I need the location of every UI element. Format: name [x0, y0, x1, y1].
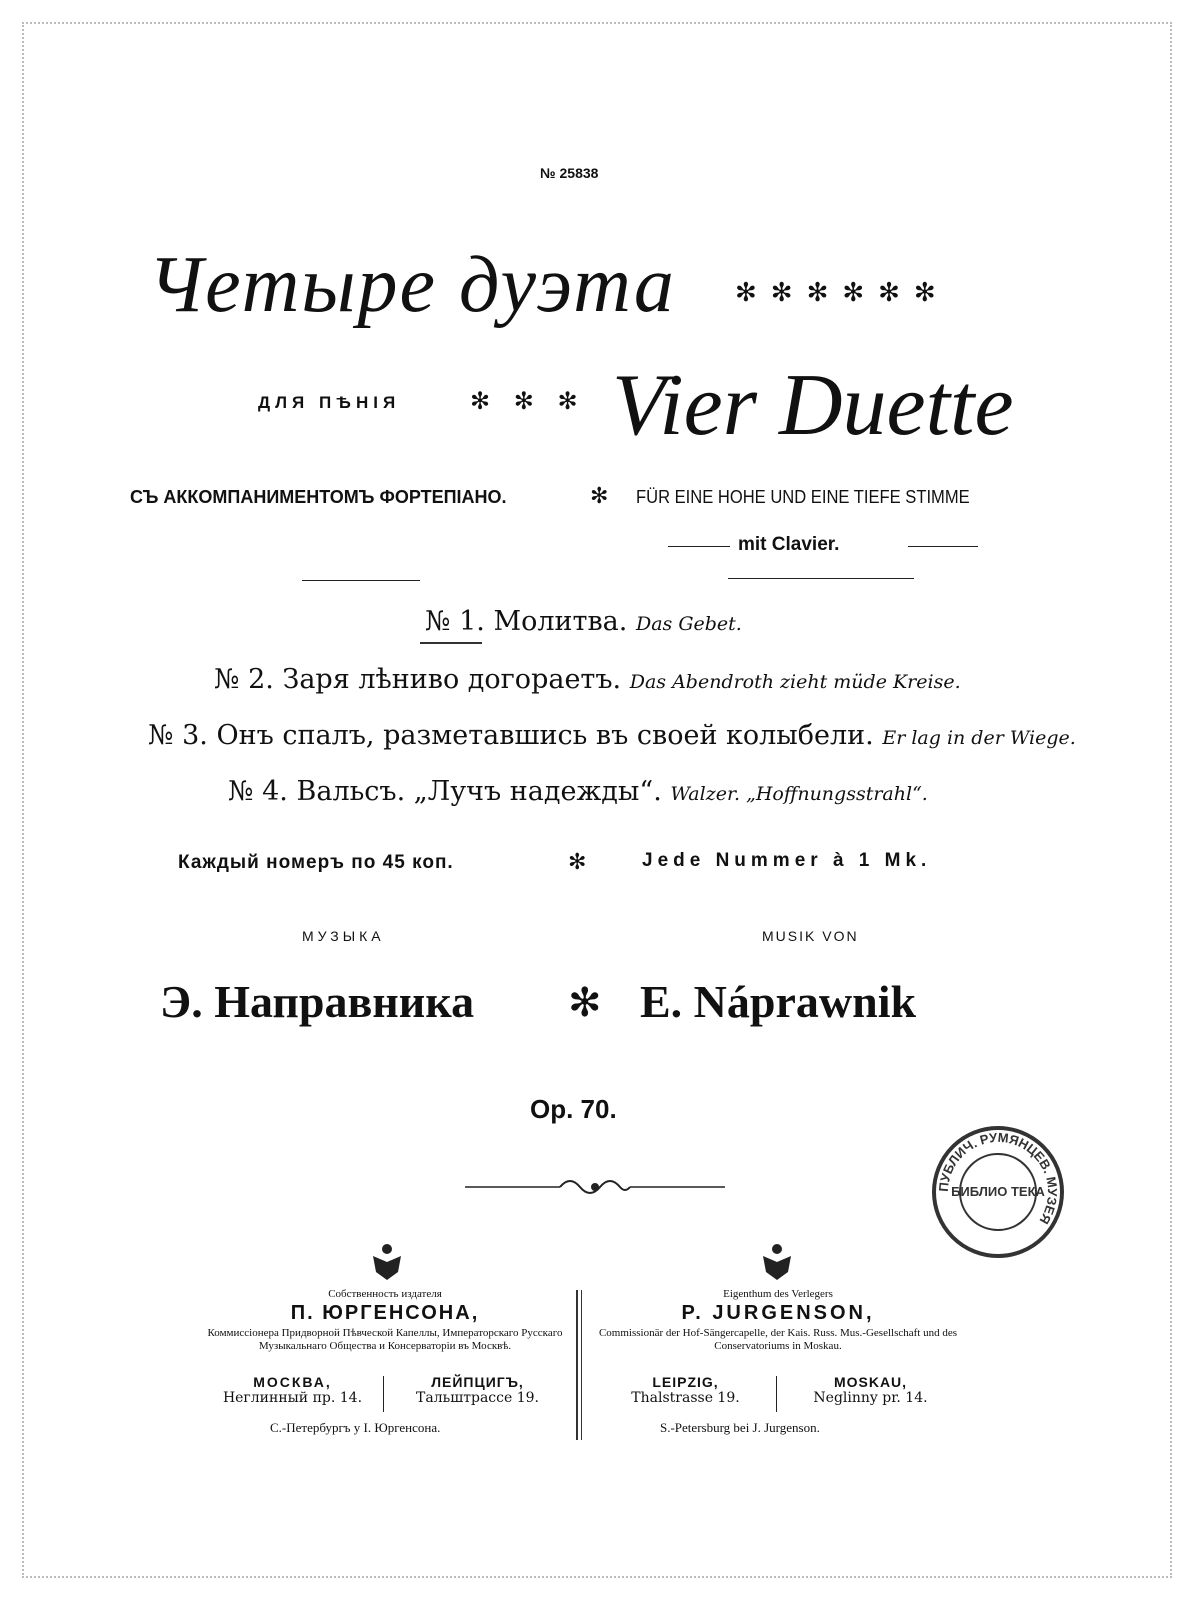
title-russian: Четыре дуэта: [148, 241, 676, 329]
price-russian: Каждый номеръ по 45 коп.: [178, 852, 454, 873]
with-piano-label: mit Clavier.: [738, 534, 840, 555]
accompaniment-russian: СЪ АККОМПАНИМЕНТОМЪ ФОРТЕПІАНО.: [130, 487, 507, 507]
piece-1: [425, 606, 742, 637]
publisher-german: [598, 1288, 958, 1353]
music-by-german: MUSIK VON: [762, 928, 859, 944]
publisher-name: P. JURGENSON,: [681, 1302, 875, 1324]
city-moscow: MOSKAU,: [833, 1374, 908, 1390]
piece-3: [148, 720, 1076, 751]
piece-title-ru: Онъ спалъ, разметавшись въ своей колыбели.: [216, 720, 874, 751]
library-stamp: [928, 1122, 1068, 1262]
stars-row: ✻✻✻✻✻✻: [735, 278, 950, 308]
price-german: Jede Nummer à 1 Mk.: [642, 850, 932, 871]
piece-number: № 4.: [228, 776, 288, 807]
piece-title-de: Das Abendroth zieht müde Kreise.: [629, 671, 961, 693]
pencil-underline: [420, 642, 482, 644]
city-moscow: МОСКВА,: [253, 1374, 332, 1390]
piece-number: № 3.: [148, 720, 208, 751]
piece-title-de: Walzer. „Hoffnungsstrahl“.: [670, 783, 928, 805]
rule: [908, 546, 978, 547]
stamp-center-text: БИБЛИО ТЕКА: [951, 1184, 1045, 1199]
address-moscow: Неглинный пр. 14.: [222, 1390, 363, 1406]
address-leipzig: Thalstrasse 19.: [631, 1390, 740, 1406]
eagle-emblem-icon: [760, 1242, 794, 1282]
city-leipzig: LEIPZIG,: [652, 1374, 719, 1390]
piece-title-ru: Молитва.: [493, 606, 628, 637]
catalog-number: № 25838: [540, 165, 599, 181]
publisher-description: Коммиссіонера Придворной Пѣвческой Капеллы, Императорскаго Русскаго Музыкальнаго Общества и Консерваторіи въ Москвѣ.: [207, 1327, 563, 1352]
st-petersburg-ru: С.-Петербургъ у I. Юргенсона.: [270, 1420, 441, 1435]
voices-german: FÜR EINE HOHE UND EINE TIEFE STIMME: [636, 487, 970, 507]
piece-title-ru: Вальсъ. „Лучъ надежды“.: [296, 776, 662, 807]
composer-russian: Э. Направника: [160, 976, 475, 1027]
publisher-russian: [205, 1288, 565, 1353]
ornament-divider: ✻: [568, 980, 602, 1026]
stars-small: ✻ ✻ ✻: [470, 387, 586, 415]
for-singing-label: ДЛЯ ПѢНІЯ: [258, 393, 401, 412]
city-leipzig: ЛЕЙПЦИГЪ,: [431, 1374, 524, 1390]
publisher-description: Commissionär der Hof-Sängercapelle, der Kais. Russ. Mus.-Gesellschaft und des Conservatoriums in Moskau.: [598, 1327, 958, 1352]
piece-number: № 1.: [425, 606, 485, 637]
piece-title-de: Er lag in der Wiege.: [882, 727, 1076, 749]
piece-2: [214, 664, 961, 695]
publisher-name: П. ЮРГЕНСОНА,: [290, 1302, 480, 1324]
piece-title-ru: Заря лѣниво догораетъ.: [282, 664, 622, 695]
separator-star: ✻: [568, 850, 587, 875]
piece-4: [228, 776, 928, 807]
composer-german: E. Náprawnik: [640, 976, 917, 1027]
property-label: Собственность издателя: [328, 1288, 442, 1300]
column-divider: [576, 1290, 582, 1440]
title-german: Vier Duette: [612, 357, 1014, 454]
opus-number: Op. 70.: [530, 1094, 617, 1124]
address-leipzig: Тальштрассе 19.: [416, 1390, 539, 1406]
piece-title-de: Das Gebet.: [635, 613, 742, 635]
ornament-rule-right: [728, 578, 914, 579]
st-petersburg-de: S.-Petersburg bei J. Jurgenson.: [660, 1420, 820, 1435]
ornament-flourish: [465, 1172, 725, 1202]
rule: [668, 546, 730, 547]
property-label: Eigenthum des Verlegers: [723, 1288, 833, 1300]
music-by-russian: МУЗЫКА: [302, 928, 385, 944]
eagle-emblem-icon: [370, 1242, 404, 1282]
ornament-rule-left: [302, 580, 420, 581]
address-moscow: Neglinny pr. 14.: [813, 1390, 928, 1406]
separator-star: ✻: [590, 484, 609, 509]
stamp-ring-text: ПУБЛИЧ. РУМЯНЦЕВ. МУЗЕЯ: [935, 1129, 1061, 1227]
piece-number: № 2.: [214, 664, 274, 695]
